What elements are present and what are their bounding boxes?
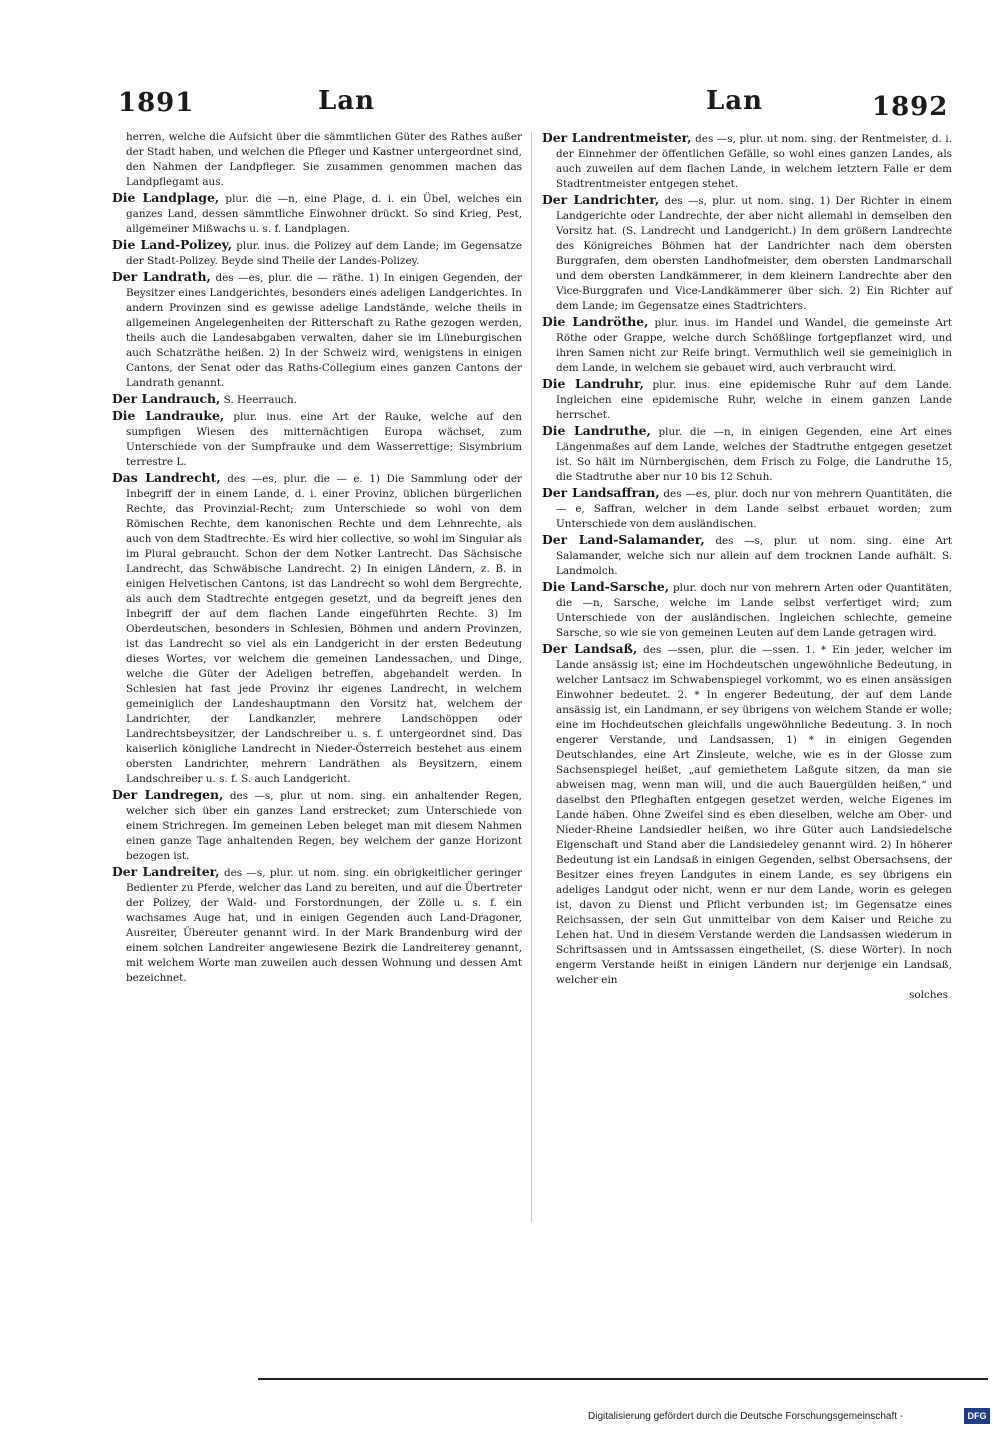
column-divider: [531, 132, 532, 1222]
running-head-left: Lan: [318, 86, 376, 116]
digitization-credit: Digitalisierung gefördert durch die Deutsche Forschungsgemeinschaft -: [588, 1411, 904, 1422]
catchword: solches: [909, 989, 948, 1001]
dictionary-entry: [542, 423, 952, 485]
dictionary-entry: [542, 532, 952, 579]
dictionary-entry: [112, 470, 522, 787]
dictionary-entry: [542, 130, 952, 192]
dictionary-entry: [112, 269, 522, 391]
entry-text: des —s, plur. ut nom. sing. der Rentmeister, d. i. der Einnehmer der öffentlichen Gefälle, so wohl eines ganzen Landes, als auch zuweilen auf dem flachen Lande, in welchem letztern Falle er dem Stadtrentmeister entgegen stehet.: [556, 133, 952, 190]
entry-text: des —s, plur. ut nom. sing. eine Art Salamander, welche sich nur allein auf dem trocknen Lande aufhält. S. Landmolch.: [556, 535, 952, 577]
entry-headword: Die Landrauke,: [112, 408, 225, 423]
entry-text: plur. die —n, eine Plage, d. i. ein Übel, welches ein ganzes Land, dessen sämmtliche Einwohner drückt. So sind Krieg, Pest, allgemeiner Mißwachs u. s. f. Landplagen.: [126, 193, 522, 235]
entry-text: plur. inus. eine epidemische Ruhr auf dem Lande. Ingleichen eine epidemische Ruhr, welche in einem ganzen Lande herrschet.: [556, 379, 952, 421]
entry-text: plur. inus. die Polizey auf dem Lande; im Gegensatze der Stadt-Polizey. Beyde sind Theile der Landes-Polizey.: [126, 240, 522, 267]
entry-text: S. Heerrauch.: [223, 394, 297, 406]
entry-headword: Die Landruhr,: [542, 376, 644, 391]
entry-text: des —es, plur. die — e. 1) Die Sammlung oder der Inbegriff der in einem Lande, d. i. einer Provinz, üblichen bürgerlichen Rechte, das Provinzial-Recht; zum Unterschiede so wohl von dem Römischen Rechte, dem kanonischen Rechte und dem Lehnrechte, als auch von dem Stadtrechte. Es wird hier collective, so wohl im Singular als im Plural gebraucht. Schon der dem Notker Lantrecht. Das Sächsische Landrecht, das Schwäbische Landrecht. 2) In einigen Ländern, z. B. in einigen Helvetischen Cantons, ist das Landrecht so wohl dem Bergrechte, als auch dem Stadtrechte entgegen gesetzt, und da begreift jenes den Inbegriff der auf dem flachen Lande eingeführten Rechte. 3) Im Oberdeutschen, besonders in Schlesien, Böhmen und andern Provinzen, ist das Landrecht so viel als ein Landgericht in der ersten Bedeutung dieses Wortes, vor welchem die gemeinen Landessachen, und Dinge, welche die Güter der Adeligen betreffen, abgehandelt werden. In Schlesien hat fast jede Provinz ihr eigenes Landrecht, in welchem gemeiniglich der Landeshauptmann den Vorsitz hat, welchem der Landrichter, der Landkanzler, mehrere Landschöppen oder Landrechtsbeysitzer, der Landschreiber u. s. f. untergeordnet sind. Das kaiserlich königliche Landrecht in Nieder-Österreich bestehet aus einem obersten Landrichter, mehrern Landräthen als Beysitzern, einem Landschreiber u. s. f. S. auch Landgericht.: [126, 473, 522, 785]
dictionary-entry: [112, 787, 522, 864]
entry-text: plur. die —n, in einigen Gegenden, eine Art eines Längenmaßes auf dem Lande, welches der Stadtruthe entgegen gesetzet ist. So hält im Nürnbergischen, dem Frisch zu Folge, die Landruthe 15, die Stadtruthe aber nur 10 bis 12 Schuh.: [556, 426, 952, 483]
dictionary-entry: [112, 190, 522, 237]
dictionary-entry: [542, 485, 952, 532]
entry-headword: Die Landruthe,: [542, 423, 651, 438]
entry-headword: Der Land-Salamander,: [542, 532, 705, 547]
dictionary-entry: [112, 864, 522, 986]
entry-text: des —s, plur. ut nom. sing. 1) Der Richter in einem Landgerichte oder Landrechte, der aber nicht allemahl in demselben den Vorsitz hat. (S. Landrecht und Landgericht.) In dem größern Landrechte des Königreiches Böhmen hat der Landrichter nach dem obersten Burggrafen, dem obersten Landhofmeister, dem obersten Landmarschall und dem obersten Landkämmerer, in dem kleinern Landrechte aber den Vice-Burggrafen und Vice-Landkämmerer über sich. 2) Ein Richter auf dem Lande; im Gegensatze eines Stadtrichters.: [556, 195, 953, 312]
entry-headword: Das Landrecht,: [112, 470, 221, 485]
dictionary-entry: [112, 130, 522, 190]
dictionary-entry: [542, 376, 952, 423]
dictionary-entry: [542, 641, 952, 988]
running-head-right: Lan: [706, 86, 764, 116]
entry-text: herren, welche die Aufsicht über die sämmtlichen Güter des Rathes außer der Stadt haben, und welchen die Pfleger und Kastner untergeordnet sind, den Nahmen der Landpfleger. Sie zusammen genommen machen das Landpflegamt aus.: [126, 131, 522, 188]
entry-headword: Der Landrauch,: [112, 391, 221, 406]
entry-headword: Der Landregen,: [112, 787, 224, 802]
dictionary-entry: [542, 579, 952, 641]
entry-text: plur. inus. im Handel und Wandel, die gemeinste Art Röthe oder Grappe, welche durch Schößlinge fortgepflanzet wird, und ihren Samen nicht zur Reife bringt. Vermuthlich weil sie gemeiniglich in dem Lande, in welchem sie gebauet wird, auch verbraucht wird.: [556, 317, 952, 374]
dictionary-entry: [542, 314, 952, 376]
dictionary-entry: [112, 408, 522, 470]
entry-headword: Der Landrath,: [112, 269, 211, 284]
page-header: [0, 86, 1000, 126]
entry-headword: Der Landsaß,: [542, 641, 638, 656]
entry-text: plur. doch nur von mehrern Arten oder Quantitäten, die —n, Sarsche, welche im Lande selbst verfertiget wird; zum Unterschiede von der ausländischen. Ingleichen schlechte, gemeine Sarsche, so wie sie von gemeinen Leuten auf dem Lande getragen wird.: [556, 582, 952, 639]
entry-headword: Die Landplage,: [112, 190, 220, 205]
entry-headword: Die Land-Polizey,: [112, 237, 233, 252]
dfg-logo: DFG: [964, 1408, 990, 1424]
left-column: [112, 130, 522, 986]
entry-text: des —es, plur. doch nur von mehrern Quantitäten, die — e, Saffran, welcher in dem Lande selbst erbauet worden; zum Unterschiede von dem ausländischen.: [556, 488, 952, 530]
right-column: [542, 130, 952, 1003]
entry-headword: Der Landreiter,: [112, 864, 220, 879]
entry-text: des —s, plur. ut nom. sing. ein obrigkeitlicher geringer Bedienter zu Pferde, welcher das Land zu bereiten, und auf die Übertreter der Polizey, der Wald- und Forstordnungen, der Zölle u. s. f. ein wachsames Auge hat, und in einigen Gegenden auch Land-Dragoner, Ausreiter, Übereuter genannt wird. In der Mark Brandenburg wird der einem solchen Landreiter angewiesene Bezirk die Landreiterey genannt, mit welchem Worte man zuweilen auch dessen Wohnung und dessen Amt bezeichnet.: [126, 867, 522, 984]
page-number-left: 1891: [118, 88, 195, 118]
entry-headword: Die Land-Sarsche,: [542, 579, 670, 594]
dictionary-entry: [112, 237, 522, 269]
footer-rule: [258, 1378, 988, 1380]
entry-headword: Der Landsaffran,: [542, 485, 660, 500]
entry-headword: Der Landrichter,: [542, 192, 660, 207]
page-number-right: 1892: [872, 92, 949, 122]
dictionary-entry: [112, 391, 522, 408]
entry-headword: Der Landrentmeister,: [542, 130, 692, 145]
dictionary-entry: [542, 192, 952, 314]
entry-text: des —s, plur. ut nom. sing. ein anhaltender Regen, welcher sich über ein ganzes Land erstrecket; zum Unterschiede von einem Strichregen. Im gemeinen Leben beleget man mit diesem Nahmen einen ganze Tage anhaltenden Regen, bey welchem der ganze Horizont bezogen ist.: [126, 790, 522, 862]
entry-text: plur. inus. eine Art der Rauke, welche auf den sumpfigen Wiesen des mitternächtigen Europa wächset, zum Unterschiede von der Sumpfrauke und dem Wasserrettige; Sisymbrium terrestre L.: [126, 411, 522, 468]
entry-headword: Die Landröthe,: [542, 314, 649, 329]
entry-text: des —es, plur. die — räthe. 1) In einigen Gegenden, der Beysitzer eines Landgerichtes, besonders eines adeligen Landgerichtes. In andern Provinzen sind es gewisse adelige Landstände, welche theils in allgemeinen Angelegenheiten der Ritterschaft zu Rathe gezogen werden, theils auch die Landesabgaben verwalten, daher sie im Lüneburgischen auch Schatzräthe heißen. 2) In der Schweiz wird, wenigstens in einigen Cantons, der Senat oder das Raths-Collegium eines ganzen Cantons der Landrath genannt.: [126, 272, 522, 389]
entry-text: des —ssen, plur. die —ssen. 1. * Ein jeder, welcher im Lande ansässig ist; eine im Hochdeutschen ungewöhnliche Bedeutung, in welcher Lantsacz im Schwabenspiegel vorkommt, wo es einen ansässigen Einwohner bedeutet. 2. * In engerer Bedeutung, der auf dem Lande ansässig ist, ein Landmann, er sey übrigens von welchem Stande er wolle; eine im Hochdeutschen gleichfalls ungewöhnliche Bedeutung. 3. In noch engerer Verstande, und Landsassen, 1) * in einigen Gegenden Deutschlandes, eine Art Zinsleute, welche, wie es in der Glosse zum Sachsenspiegel heißet, „auf gemiethetem Laßgute sitzen, da man sie abweisen mag, wenn man will, und die auch Bauergülden heißen,“ und daselbst den Pfleghaften entgegen gesetzet werden, welche Eigenes im Lande haben. Ohne Zweifel sind es eben dieselben, welche am Ober- und Nieder-Rheine Landsiedler heißen, wo ihre Güter auch Landsiedelsche Eigenschaft und Stand aber die Landsiedeley genannt wird. 2) In höherer Bedeutung ist ein Landsaß in einigen Gegenden, selbst Obersachsens, der Besitzer eines freyen Landgutes in einem Lande, es sey übrigens ein adeliges Landgut oder nicht, wenn er nur dem Lande, worin es gelegen ist, davon zu Dienst und Pflicht verbunden ist; im Gegensatze eines Reichsassen, der sein Gut unmittelbar von dem Kaiser und Reiche zu Lehen hat. Und in diesem Verstande werden die Landsassen wiederum in Schriftsassen und in Amtssassen eingetheilet, (S. diese Wörter). In noch engerm Verstande heißt in einigen Ländern nur derjenige ein Landsaß, welcher ein: [556, 644, 952, 986]
